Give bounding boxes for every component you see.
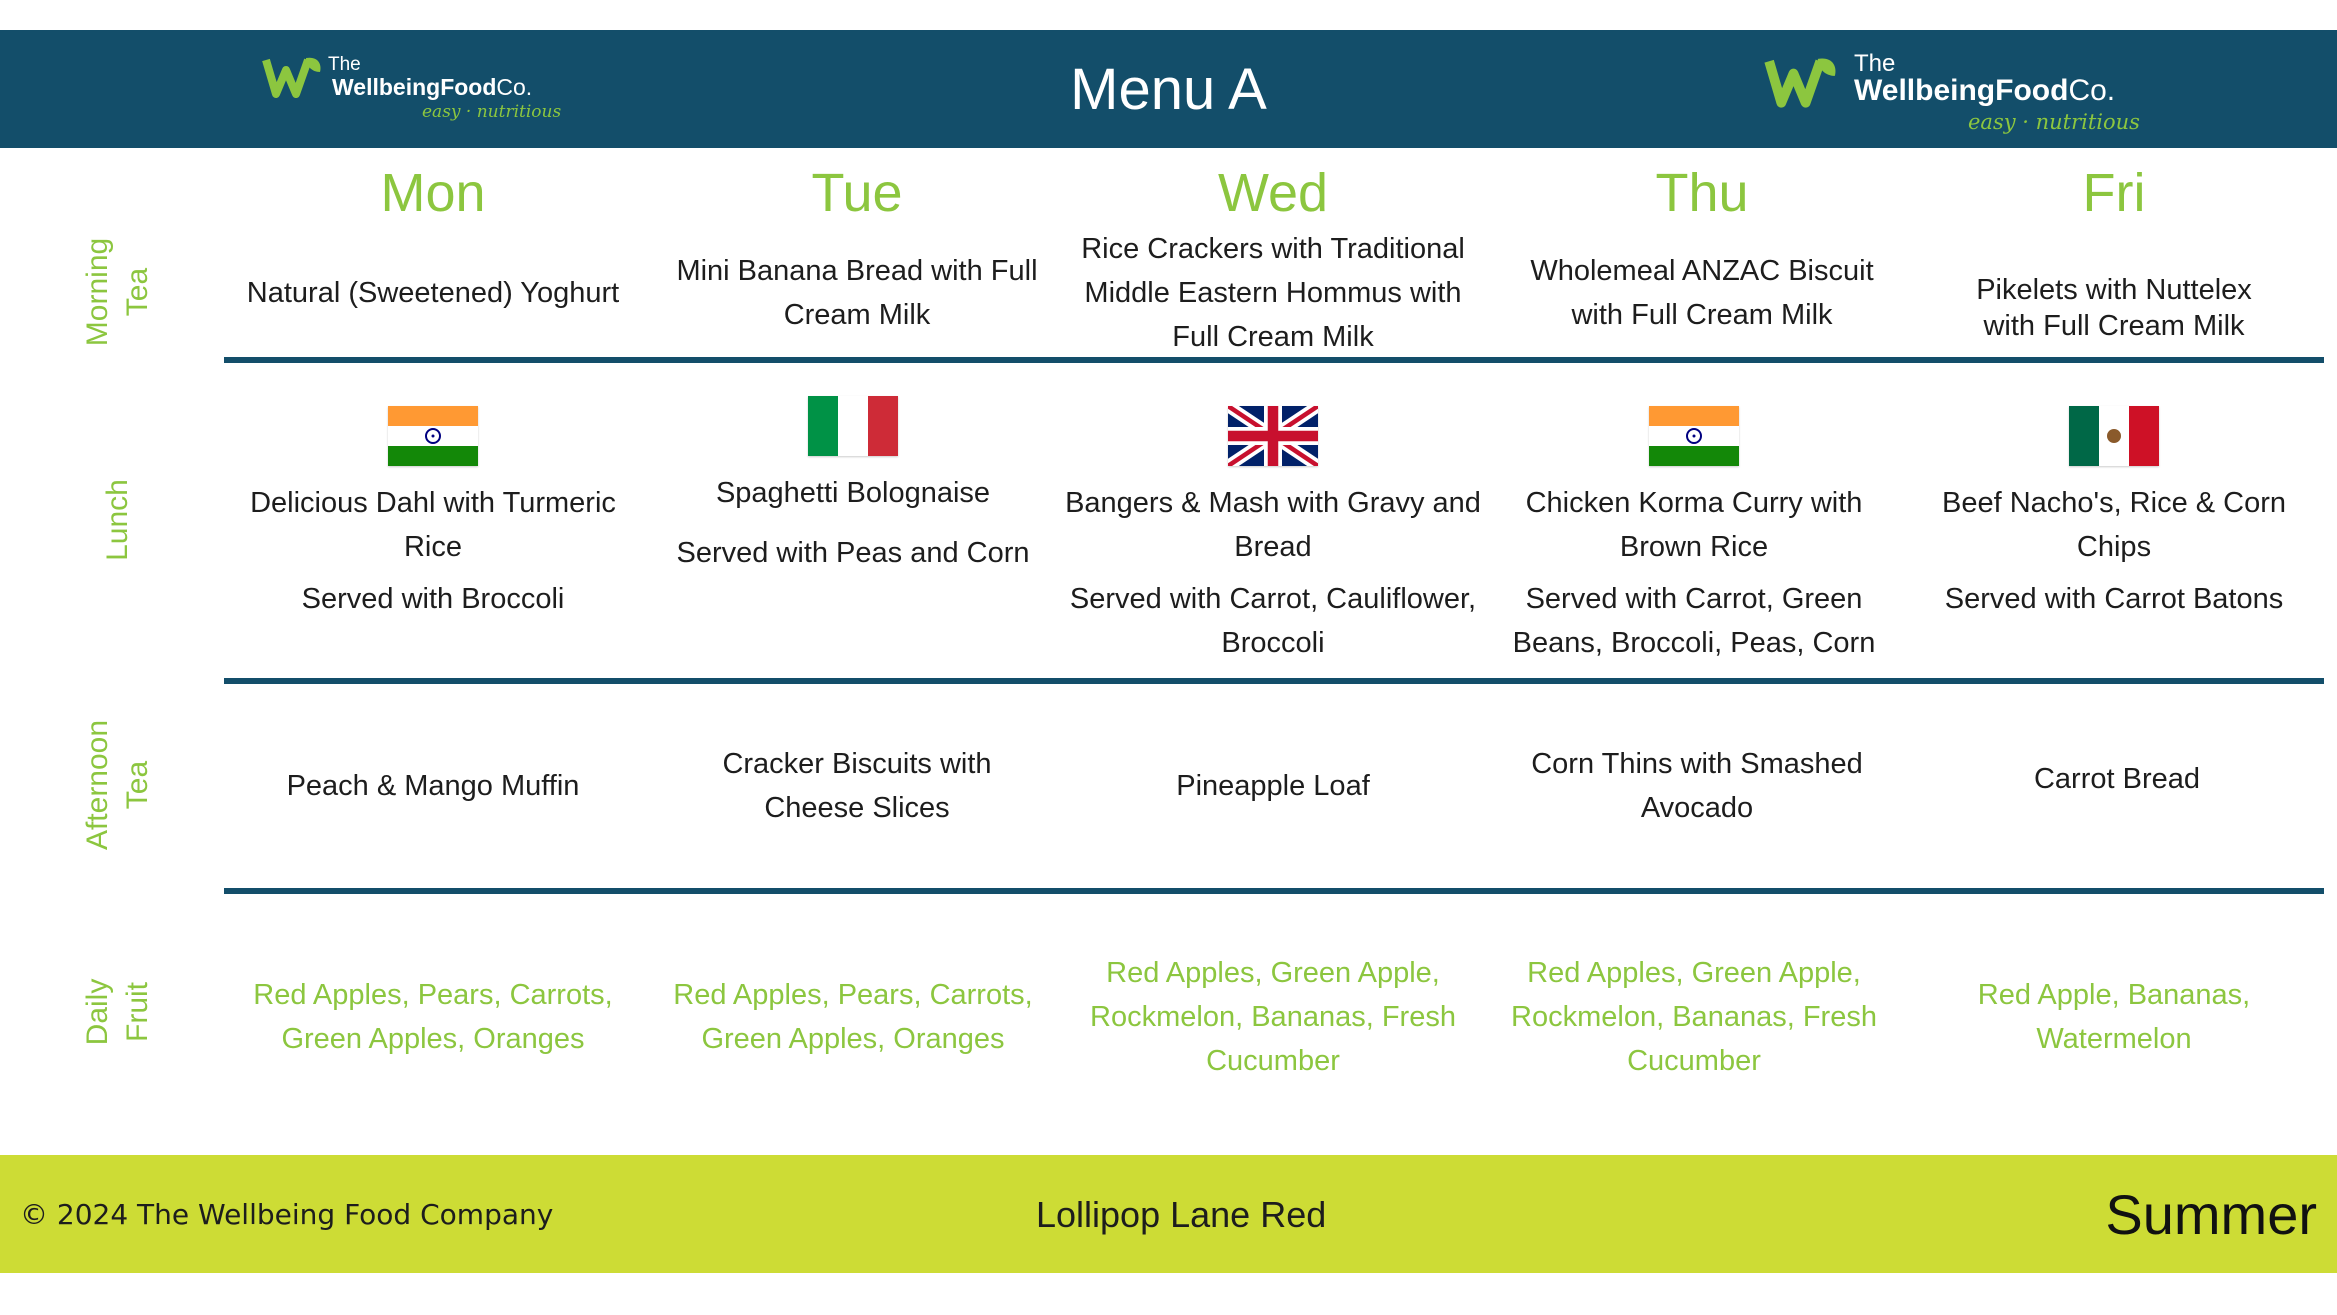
logo-brand: WellbeingFoodCo.: [332, 74, 533, 100]
row-divider: [224, 888, 2324, 894]
afternoon-tea-wed: Pineapple Loaf: [1176, 770, 1370, 802]
daily-fruit-mon: Red Apples, Pears, Carrots, Green Apples, Oranges: [253, 979, 613, 1055]
lunch-fri: [1929, 481, 2299, 621]
lunch-wed: [1058, 481, 1488, 665]
school-name: Lollipop Lane Red: [1036, 1194, 1327, 1235]
lunch-main: Chicken Korma Curry with Brown Rice: [1525, 487, 1863, 563]
lunch-served: Served with Carrot Batons: [1944, 583, 2284, 615]
daily-fruit-tue: Red Apples, Pears, Carrots, Green Apples, Oranges: [673, 979, 1033, 1055]
leaf-logo-icon: [1762, 54, 1842, 110]
logo-brand: WellbeingFoodCo.: [1854, 74, 2116, 107]
logo-the: The: [328, 54, 361, 75]
daily-fruit-wed: Red Apples, Green Apple, Rockmelon, Bananas, Fresh Cucumber: [1090, 957, 1456, 1077]
india-flag-icon: [388, 406, 478, 466]
lunch-main: Spaghetti Bolognaise: [715, 477, 991, 509]
lunch-served: Served with Broccoli: [301, 583, 565, 615]
lunch-tue: [653, 471, 1053, 575]
lunch-main: Beef Nacho's, Rice & Corn Chips: [1941, 487, 2287, 563]
daily-fruit-thu: Red Apples, Green Apple, Rockmelon, Bananas, Fresh Cucumber: [1511, 957, 1877, 1077]
lunch-thu: [1499, 481, 1889, 665]
uk-flag-icon: [1228, 406, 1318, 466]
copyright-text: © 2024 The Wellbeing Food Company: [20, 1198, 554, 1231]
lunch-mon: [238, 481, 628, 621]
row-divider: [224, 678, 2324, 684]
lunch-served: Served with Carrot, Cauliflower, Broccoli: [1069, 583, 1477, 659]
afternoon-tea-thu: Corn Thins with Smashed Avocado: [1531, 748, 1863, 824]
morning-tea-tue: Mini Banana Bread with Full Cream Milk: [676, 255, 1038, 331]
season-label: Summer: [2105, 1183, 2317, 1246]
day-heading-tue: Tue: [811, 163, 903, 223]
day-heading-thu: Thu: [1655, 163, 1749, 223]
day-heading-wed: Wed: [1217, 163, 1329, 223]
menu-title: Menu A: [1070, 57, 1267, 122]
logo-tagline: easy · nutritious: [422, 102, 562, 122]
italy-flag-icon: [808, 396, 898, 456]
india-flag-icon: [1649, 406, 1739, 466]
afternoon-tea-mon: Peach & Mango Muffin: [286, 770, 580, 802]
afternoon-tea-fri: Carrot Bread: [2033, 763, 2200, 795]
row-label-lunch: Lunch: [101, 479, 134, 561]
brand-logo-right: [1762, 44, 2140, 136]
lunch-main: Delicious Dahl with Turmeric Rice: [250, 487, 616, 563]
row-label-morning-tea: Morning Tea: [81, 237, 154, 347]
mexico-flag-icon: [2069, 406, 2159, 466]
row-label-daily-fruit: Daily Fruit: [81, 978, 154, 1046]
daily-fruit-fri: Red Apple, Bananas, Watermelon: [1977, 979, 2251, 1055]
row-label-afternoon-tea: Afternoon Tea: [81, 719, 154, 851]
morning-tea-mon: Natural (Sweetened) Yoghurt: [246, 277, 620, 309]
morning-tea-fri: Pikelets with Nuttelex with Full Cream Milk: [1976, 274, 2252, 342]
day-heading-fri: Fri: [2082, 163, 2146, 223]
afternoon-tea-tue: Cracker Biscuits with Cheese Slices: [722, 748, 992, 824]
footer-bar: [0, 1155, 2337, 1273]
logo-the: The: [1854, 50, 1896, 77]
row-divider: [224, 357, 2324, 363]
lunch-main: Bangers & Mash with Gravy and Bread: [1065, 487, 1481, 563]
logo-tagline: easy · nutritious: [1968, 110, 2140, 134]
day-heading-mon: Mon: [380, 163, 486, 223]
morning-tea-thu: Wholemeal ANZAC Biscuit with Full Cream Milk: [1530, 255, 1874, 331]
morning-tea-wed: Rice Crackers with Traditional Middle Eastern Hommus with Full Cream Milk: [1081, 233, 1465, 353]
lunch-served: Served with Peas and Corn: [676, 537, 1030, 569]
lunch-served: Served with Carrot, Green Beans, Broccoli, Peas, Corn: [1512, 583, 1876, 659]
header-bar: [0, 30, 2337, 148]
